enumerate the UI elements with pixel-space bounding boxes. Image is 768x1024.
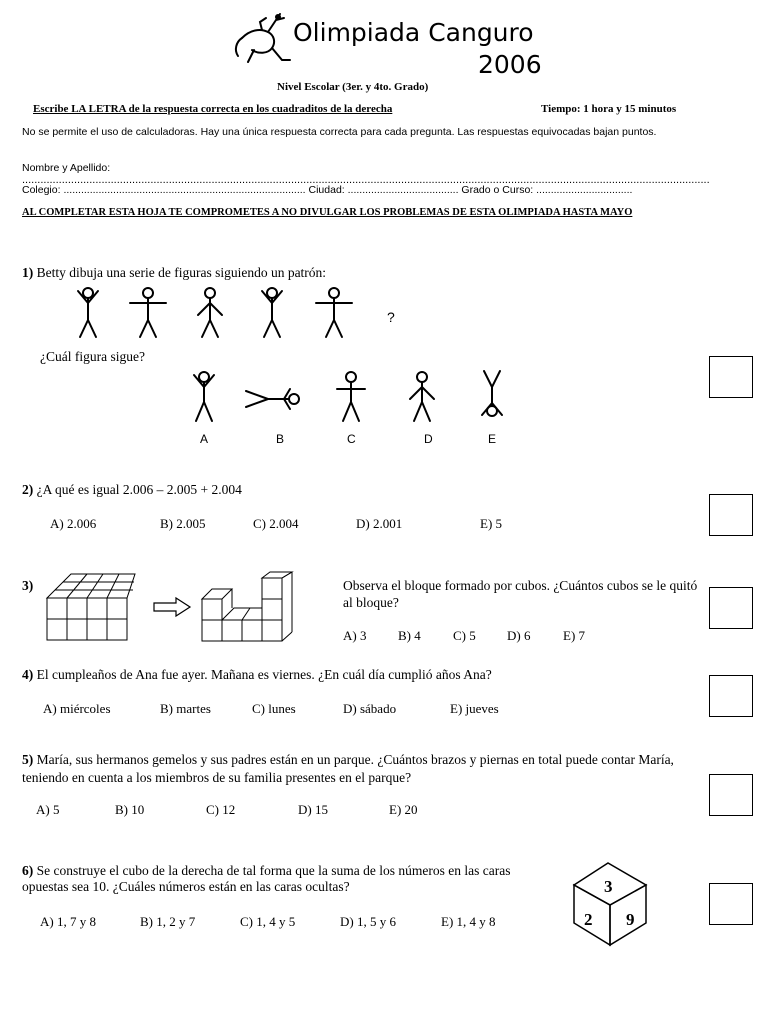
q1-pattern-figure-2 [143,288,153,298]
q5-answer-box[interactable] [709,774,753,816]
kangaroo-logo-icon [232,8,292,68]
q6-option-a: A) 1, 7 y 8 [40,914,96,929]
q1-option-figure-c [346,372,356,382]
grade-field-dots[interactable]: ................................. [536,184,633,196]
q5-option-d: D) 15 [298,802,328,817]
q2-option-e: E) 5 [480,516,503,531]
level-label: Nivel Escolar (3er. y 4to. Grado) [277,81,429,93]
q5-number: 5) [22,752,34,767]
q1-prompt: ¿Cuál figura sigue? [40,349,145,364]
q6-cube-left-face: 2 [584,910,593,929]
city-field-dots[interactable]: ...................................... [347,184,459,196]
q1-option-figure-a [199,372,209,382]
q6-option-b: B) 1, 2 y 7 [140,914,196,929]
q6-option-e: E) 1, 4 y 8 [441,914,496,929]
q3-answer-box[interactable] [709,587,753,629]
q3-option-d: D) 6 [507,628,531,643]
q1-question-mark: ? [387,309,395,325]
q2-option-c: C) 2.004 [253,516,299,531]
contest-title: Olimpiada Canguro [293,18,534,47]
q4-option-c: C) lunes [252,701,296,716]
q6-text [22,863,542,895]
q5-statement: María, sus hermanos gemelos y sus padres están en un parque. ¿Cuántos brazos y piernas en total puede contar María, teniendo en cuenta a los miembros de su familia presentes en el parque? [22,752,674,785]
q3-full-block-icon [45,570,135,642]
q4-option-a: A) miércoles [43,701,111,716]
q6-number: 6) [22,863,34,878]
school-field-dots[interactable]: ................................................................................... [63,184,306,196]
school-row [22,184,712,196]
q1-pattern-figure-3 [205,288,215,298]
q1-number: 1) [22,265,34,280]
q6-number-cube-icon [572,859,652,947]
q3-arrow-icon [152,597,192,617]
city-label: Ciudad: [308,184,345,196]
q1-pattern-figure-5 [329,288,339,298]
q3-option-b: B) 4 [398,628,421,643]
name-field-dots[interactable]: ................................................................................................................................................................................................................................. [22,174,710,186]
q4-text [22,667,492,683]
q4-answer-box[interactable] [709,675,753,717]
instruction-text: Escribe LA LETRA de la respuesta correcta en los cuadraditos de la derecha [33,103,393,115]
q1-option-figures [180,367,520,427]
contest-year: 2006 [478,50,542,79]
q6-answer-box[interactable] [709,883,753,925]
q1-label-b: B [276,432,285,446]
q2-option-d: D) 2.001 [356,516,403,531]
school-label: Colegio: [22,184,61,196]
q6-cube-top-face: 3 [604,877,613,896]
q1-option-figure-b [289,394,299,404]
q2-statement: ¿A qué es igual 2.006 – 2.005 + 2.004 [36,482,242,497]
q4-option-d: D) sábado [343,701,397,716]
q5-option-b: B) 10 [115,802,145,817]
q1-label-c: C [347,432,356,446]
q1-answer-box[interactable] [709,356,753,398]
q2-answer-box[interactable] [709,494,753,536]
q1-pattern-figure-4 [267,288,277,298]
q1-label-d: D [424,432,433,446]
q1-pattern-figure-1 [83,288,93,298]
q4-option-e: E) jueves [450,701,499,716]
q3-statement: Observa el bloque formado por cubos. ¿Cuántos cubos se le quitó al bloque? [343,578,698,610]
q2-option-a: A) 2.006 [50,516,97,531]
q3-number: 3) [22,578,34,593]
q6-cube-right-face: 9 [626,910,635,929]
name-label-text: Nombre y Apellido: [22,162,111,174]
q3-option-e: E) 7 [563,628,586,643]
q6-statement: Se construye el cubo de la derecha de tal forma que la suma de los números en las caras opuestas sea 10. ¿Cuáles números están en las caras ocultas? [22,863,511,894]
grade-label: Grado o Curso: [461,184,534,196]
time-label: Tiempo: 1 hora y 15 minutos [541,103,677,115]
q6-option-c: C) 1, 4 y 5 [240,914,296,929]
q3-option-c: C) 5 [453,628,476,643]
name-label [22,162,712,186]
q1-label-a: A [200,432,209,446]
q3-option-a: A) 3 [343,628,367,643]
q1-statement: Betty dibuja una serie de figuras siguiendo un patrón: [36,265,327,280]
q5-option-a: A) 5 [36,802,60,817]
q4-option-b: B) martes [160,701,211,716]
q1-option-figure-d [417,372,427,382]
rules-text: No se permite el uso de calculadoras. Hay una única respuesta correcta para cada pregunta. Las respuestas equivocadas bajan puntos. [22,126,657,138]
q6-option-d: D) 1, 5 y 6 [340,914,396,929]
q4-number: 4) [22,667,34,682]
q2-text [22,482,242,498]
q1-label-e: E [488,432,497,446]
q4-statement: El cumpleaños de Ana fue ayer. Mañana es viernes. ¿En cuál día cumplió años Ana? [36,667,492,682]
q1-text [22,265,326,281]
q1-pattern-figures [60,285,380,345]
q2-number: 2) [22,482,34,497]
q3-cut-block-icon [200,572,300,644]
q5-option-e: E) 20 [389,802,418,817]
q5-option-c: C) 12 [206,802,236,817]
commitment-notice: AL COMPLETAR ESTA HOJA TE COMPROMETES A NO DIVULGAR LOS PROBLEMAS DE ESTA OLIMPIADA HASTA MAYO [22,207,633,218]
q5-text [22,751,704,787]
q2-option-b: B) 2.005 [160,516,206,531]
